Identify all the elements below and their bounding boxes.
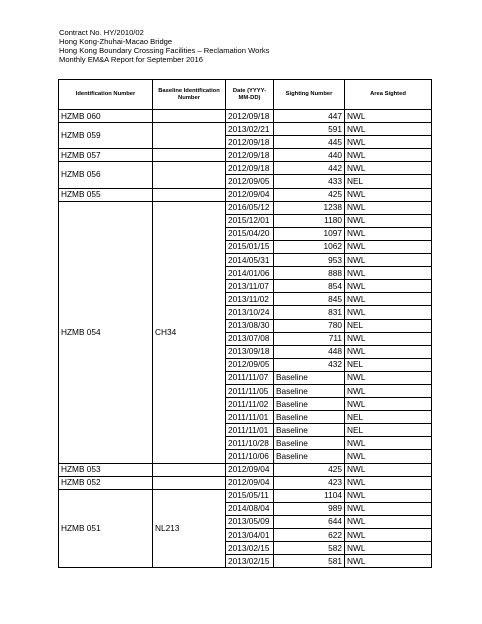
table-row [59,110,432,123]
date-cell: 2013/09/18 [226,345,274,358]
baseline-id-cell [153,476,226,489]
identification-cell: HZMB 059 [59,123,153,149]
table-row [59,188,432,201]
date-cell: 2013/02/15 [226,555,274,568]
sighting-number-cell: 1180 [274,214,345,227]
sighting-number-cell: 581 [274,555,345,568]
sightings-table [58,79,432,568]
date-cell: 2013/07/08 [226,332,274,345]
sighting-number-cell: 953 [274,254,345,267]
date-cell: 2011/11/07 [226,371,274,384]
col-header-date: Date (YYYY-MM-DD) [226,80,274,110]
sighting-number-cell: 433 [274,175,345,188]
header-line: Contract No. HY/2010/02 [59,28,144,37]
sighting-number-cell: Baseline [274,371,345,384]
area-sighted-cell: NWL [345,123,432,136]
area-sighted-cell: NWL [345,476,432,489]
area-sighted-cell: NEL [345,358,432,371]
date-cell: 2013/02/21 [226,123,274,136]
table-row [59,123,432,136]
sighting-number-cell: 845 [274,293,345,306]
date-cell: 2012/09/18 [226,110,274,123]
baseline-id-cell [153,463,226,476]
table-row [59,463,432,476]
table-header-row [59,80,432,110]
table-row [59,476,432,489]
identification-cell: HZMB 054 [59,201,153,463]
sighting-number-cell: 447 [274,110,345,123]
date-cell: 2015/01/15 [226,240,274,253]
area-sighted-cell: NWL [345,254,432,267]
area-sighted-cell: NWL [345,162,432,175]
area-sighted-cell: NWL [345,306,432,319]
area-sighted-cell: NWL [345,110,432,123]
sighting-number-cell: 831 [274,306,345,319]
date-cell: 2013/04/01 [226,529,274,542]
sighting-number-cell: 989 [274,502,345,515]
date-cell: 2012/09/18 [226,162,274,175]
date-cell: 2011/11/01 [226,411,274,424]
date-cell: 2013/10/24 [226,306,274,319]
identification-cell: HZMB 055 [59,188,153,201]
sighting-number-cell: Baseline [274,424,345,437]
area-sighted-cell: NWL [345,515,432,528]
area-sighted-cell: NWL [345,240,432,253]
area-sighted-cell: NWL [345,542,432,555]
date-cell: 2012/09/18 [226,149,274,162]
area-sighted-cell: NWL [345,201,432,214]
sighting-number-cell: Baseline [274,450,345,463]
sighting-number-cell: Baseline [274,437,345,450]
area-sighted-cell: NEL [345,319,432,332]
sighting-number-cell: 440 [274,149,345,162]
date-cell: 2013/02/15 [226,542,274,555]
baseline-id-cell: CH34 [153,201,226,463]
date-cell: 2012/09/04 [226,476,274,489]
sighting-number-cell: 448 [274,345,345,358]
date-cell: 2012/09/05 [226,358,274,371]
date-cell: 2011/10/06 [226,450,274,463]
area-sighted-cell: NWL [345,293,432,306]
area-sighted-cell: NWL [345,136,432,149]
identification-cell: HZMB 056 [59,162,153,188]
date-cell: 2011/11/02 [226,398,274,411]
col-header-identification: Identification Number [59,80,153,110]
sighting-number-cell: 423 [274,476,345,489]
sighting-number-cell: 1104 [274,489,345,502]
report-header [59,28,269,64]
area-sighted-cell: NWL [345,398,432,411]
date-cell: 2011/11/01 [226,424,274,437]
area-sighted-cell: NWL [345,529,432,542]
identification-cell: HZMB 052 [59,476,153,489]
sighting-number-cell: 582 [274,542,345,555]
identification-cell: HZMB 051 [59,489,153,568]
date-cell: 2015/04/20 [226,227,274,240]
sighting-number-cell: 888 [274,267,345,280]
area-sighted-cell: NWL [345,267,432,280]
date-cell: 2013/08/30 [226,319,274,332]
area-sighted-cell: NWL [345,332,432,345]
date-cell: 2011/11/05 [226,384,274,397]
sighting-number-cell: 644 [274,515,345,528]
area-sighted-cell: NWL [345,214,432,227]
date-cell: 2013/11/02 [226,293,274,306]
identification-cell: HZMB 053 [59,463,153,476]
sighting-number-cell: 432 [274,358,345,371]
area-sighted-cell: NEL [345,424,432,437]
sighting-number-cell: 1238 [274,201,345,214]
identification-cell: HZMB 057 [59,149,153,162]
area-sighted-cell: NEL [345,175,432,188]
identification-cell: HZMB 060 [59,110,153,123]
area-sighted-cell: NWL [345,345,432,358]
table-body [59,110,432,568]
sighting-number-cell: 711 [274,332,345,345]
sighting-number-cell: Baseline [274,384,345,397]
table-row [59,149,432,162]
col-header-area: Area Sighted [345,80,432,110]
sighting-number-cell: 425 [274,463,345,476]
date-cell: 2012/09/04 [226,463,274,476]
baseline-id-cell: NL213 [153,489,226,568]
date-cell: 2012/09/04 [226,188,274,201]
header-line: Hong Kong Boundary Crossing Facilities – Reclamation Works [59,46,270,55]
sighting-number-cell: Baseline [274,411,345,424]
header-line: Monthly EM&A Report for September 2016 [59,55,203,64]
date-cell: 2013/11/07 [226,280,274,293]
baseline-id-cell [153,123,226,149]
sighting-number-cell: Baseline [274,398,345,411]
date-cell: 2014/01/06 [226,267,274,280]
sighting-number-cell: 1097 [274,227,345,240]
area-sighted-cell: NWL [345,384,432,397]
area-sighted-cell: NWL [345,188,432,201]
sighting-number-cell: 445 [274,136,345,149]
date-cell: 2012/09/18 [226,136,274,149]
sighting-number-cell: 780 [274,319,345,332]
date-cell: 2011/10/28 [226,437,274,450]
area-sighted-cell: NWL [345,280,432,293]
sighting-number-cell: 442 [274,162,345,175]
date-cell: 2014/08/04 [226,502,274,515]
area-sighted-cell: NWL [345,555,432,568]
area-sighted-cell: NEL [345,411,432,424]
date-cell: 2013/05/09 [226,515,274,528]
col-header-baseline: Baseline Identification Number [153,80,226,110]
baseline-id-cell [153,149,226,162]
area-sighted-cell: NWL [345,463,432,476]
sighting-number-cell: 854 [274,280,345,293]
date-cell: 2015/12/01 [226,214,274,227]
sighting-number-cell: 1062 [274,240,345,253]
sighting-number-cell: 622 [274,529,345,542]
area-sighted-cell: NWL [345,489,432,502]
baseline-id-cell [153,110,226,123]
date-cell: 2012/09/05 [226,175,274,188]
area-sighted-cell: NWL [345,437,432,450]
area-sighted-cell: NWL [345,149,432,162]
baseline-id-cell [153,188,226,201]
date-cell: 2014/05/31 [226,254,274,267]
sighting-number-cell: 591 [274,123,345,136]
area-sighted-cell: NWL [345,227,432,240]
table-row [59,201,432,214]
col-header-sighting: Sighting Number [274,80,345,110]
date-cell: 2015/05/11 [226,489,274,502]
area-sighted-cell: NWL [345,502,432,515]
baseline-id-cell [153,162,226,188]
table-row [59,162,432,175]
area-sighted-cell: NWL [345,450,432,463]
date-cell: 2016/05/12 [226,201,274,214]
area-sighted-cell: NWL [345,371,432,384]
table-row [59,489,432,502]
sighting-number-cell: 425 [274,188,345,201]
header-line: Hong Kong-Zhuhai-Macao Bridge [59,37,173,46]
